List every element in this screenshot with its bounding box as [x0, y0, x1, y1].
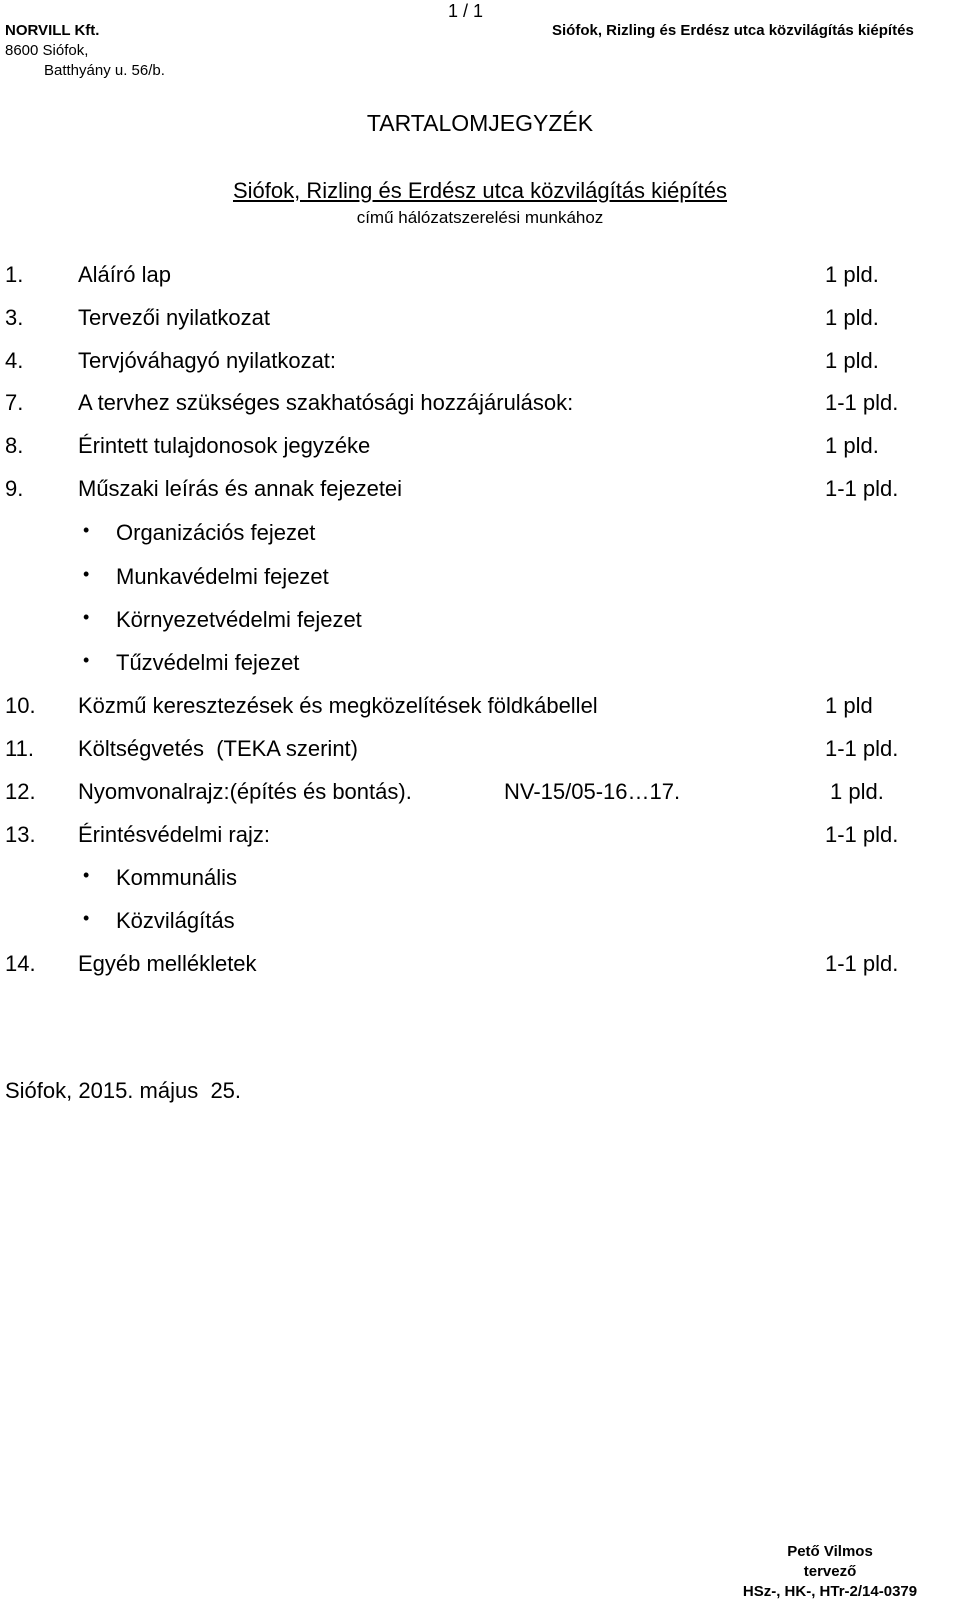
toc-number: 10.: [5, 693, 36, 718]
company-name: NORVILL Kft.: [5, 22, 100, 39]
toc-label: Aláíró lap: [78, 262, 171, 287]
toc-number: 3.: [5, 305, 24, 330]
toc-number: 13.: [5, 822, 36, 847]
drawing-number: NV-15/05-16…17.: [504, 779, 681, 804]
toc-label: Műszaki leírás és annak fejezetei: [78, 476, 403, 501]
toc-label: A tervhez szükséges szakhatósági hozzájárulások:: [78, 390, 574, 415]
toc-label: Közmű keresztezések és megközelítések földkábellel: [78, 693, 598, 718]
document-subtitle-2: című hálózatszerelési munkához: [356, 208, 604, 227]
company-address-city: 8600 Siófok,: [5, 42, 89, 59]
project-name-header: Siófok, Rizling és Erdész utca közvilágítás kiépítés: [552, 22, 914, 39]
toc-label: Egyéb mellékletek: [78, 951, 257, 976]
bullet-icon: •: [83, 908, 90, 928]
chapter-label: Tűzvédelmi fejezet: [116, 650, 300, 675]
toc-quantity: 1-1 pld.: [825, 822, 899, 847]
toc-number: 9.: [5, 476, 24, 501]
chapter-label: Közvilágítás: [116, 908, 235, 933]
toc-quantity: 1-1 pld.: [825, 390, 899, 415]
document-subtitle: Siófok, Rizling és Erdész utca közvilágítás kiépítés: [232, 178, 727, 203]
toc-number: 8.: [5, 433, 24, 458]
date-line: Siófok, 2015. május 25.: [5, 1078, 242, 1103]
toc-label: Tervezői nyilatkozat: [78, 305, 270, 330]
bullet-icon: •: [83, 564, 90, 584]
toc-label: Tervjóváhagyó nyilatkozat:: [78, 348, 337, 373]
bullet-icon: •: [83, 520, 90, 540]
chapter-label: Munkavédelmi fejezet: [116, 564, 329, 589]
company-address-street: Batthyány u. 56/b.: [44, 62, 165, 79]
chapter-label: Környezetvédelmi fejezet: [116, 607, 362, 632]
toc-quantity: 1-1 pld.: [825, 951, 899, 976]
toc-number: 14.: [5, 951, 36, 976]
signer-role: tervező: [803, 1563, 857, 1580]
bullet-icon: •: [83, 607, 90, 627]
toc-number: 12.: [5, 779, 36, 804]
bullet-icon: •: [83, 865, 90, 885]
toc-number: 4.: [5, 348, 24, 373]
toc-quantity: 1 pld.: [830, 779, 884, 804]
toc-quantity: 1-1 pld.: [825, 736, 899, 761]
toc-quantity: 1 pld.: [825, 433, 879, 458]
toc-quantity: 1 pld.: [825, 262, 879, 287]
chapter-label: Organizációs fejezet: [116, 520, 316, 545]
document-title: TARTALOMJEGYZÉK: [366, 110, 594, 136]
signer-license: HSz-, HK-, HTr-2/14-0379: [742, 1583, 918, 1600]
toc-quantity: 1-1 pld.: [825, 476, 899, 501]
bullet-icon: •: [83, 650, 90, 670]
page-number: 1 / 1: [448, 1, 484, 21]
toc-quantity: 1 pld.: [825, 305, 879, 330]
toc-quantity: 1 pld: [825, 693, 873, 718]
toc-number: 1.: [5, 262, 24, 287]
toc-label: Érintésvédelmi rajz:: [78, 822, 270, 847]
signer-name: Pető Vilmos: [787, 1543, 873, 1560]
toc-label: Nyomvonalrajz:(építés és bontás).: [78, 779, 412, 804]
toc-label: Érintett tulajdonosok jegyzéke: [78, 433, 371, 458]
toc-quantity: 1 pld.: [825, 348, 879, 373]
chapter-label: Kommunális: [116, 865, 238, 890]
toc-label: Költségvetés (TEKA szerint): [78, 736, 358, 761]
toc-number: 11.: [5, 736, 34, 761]
toc-number: 7.: [5, 390, 24, 415]
